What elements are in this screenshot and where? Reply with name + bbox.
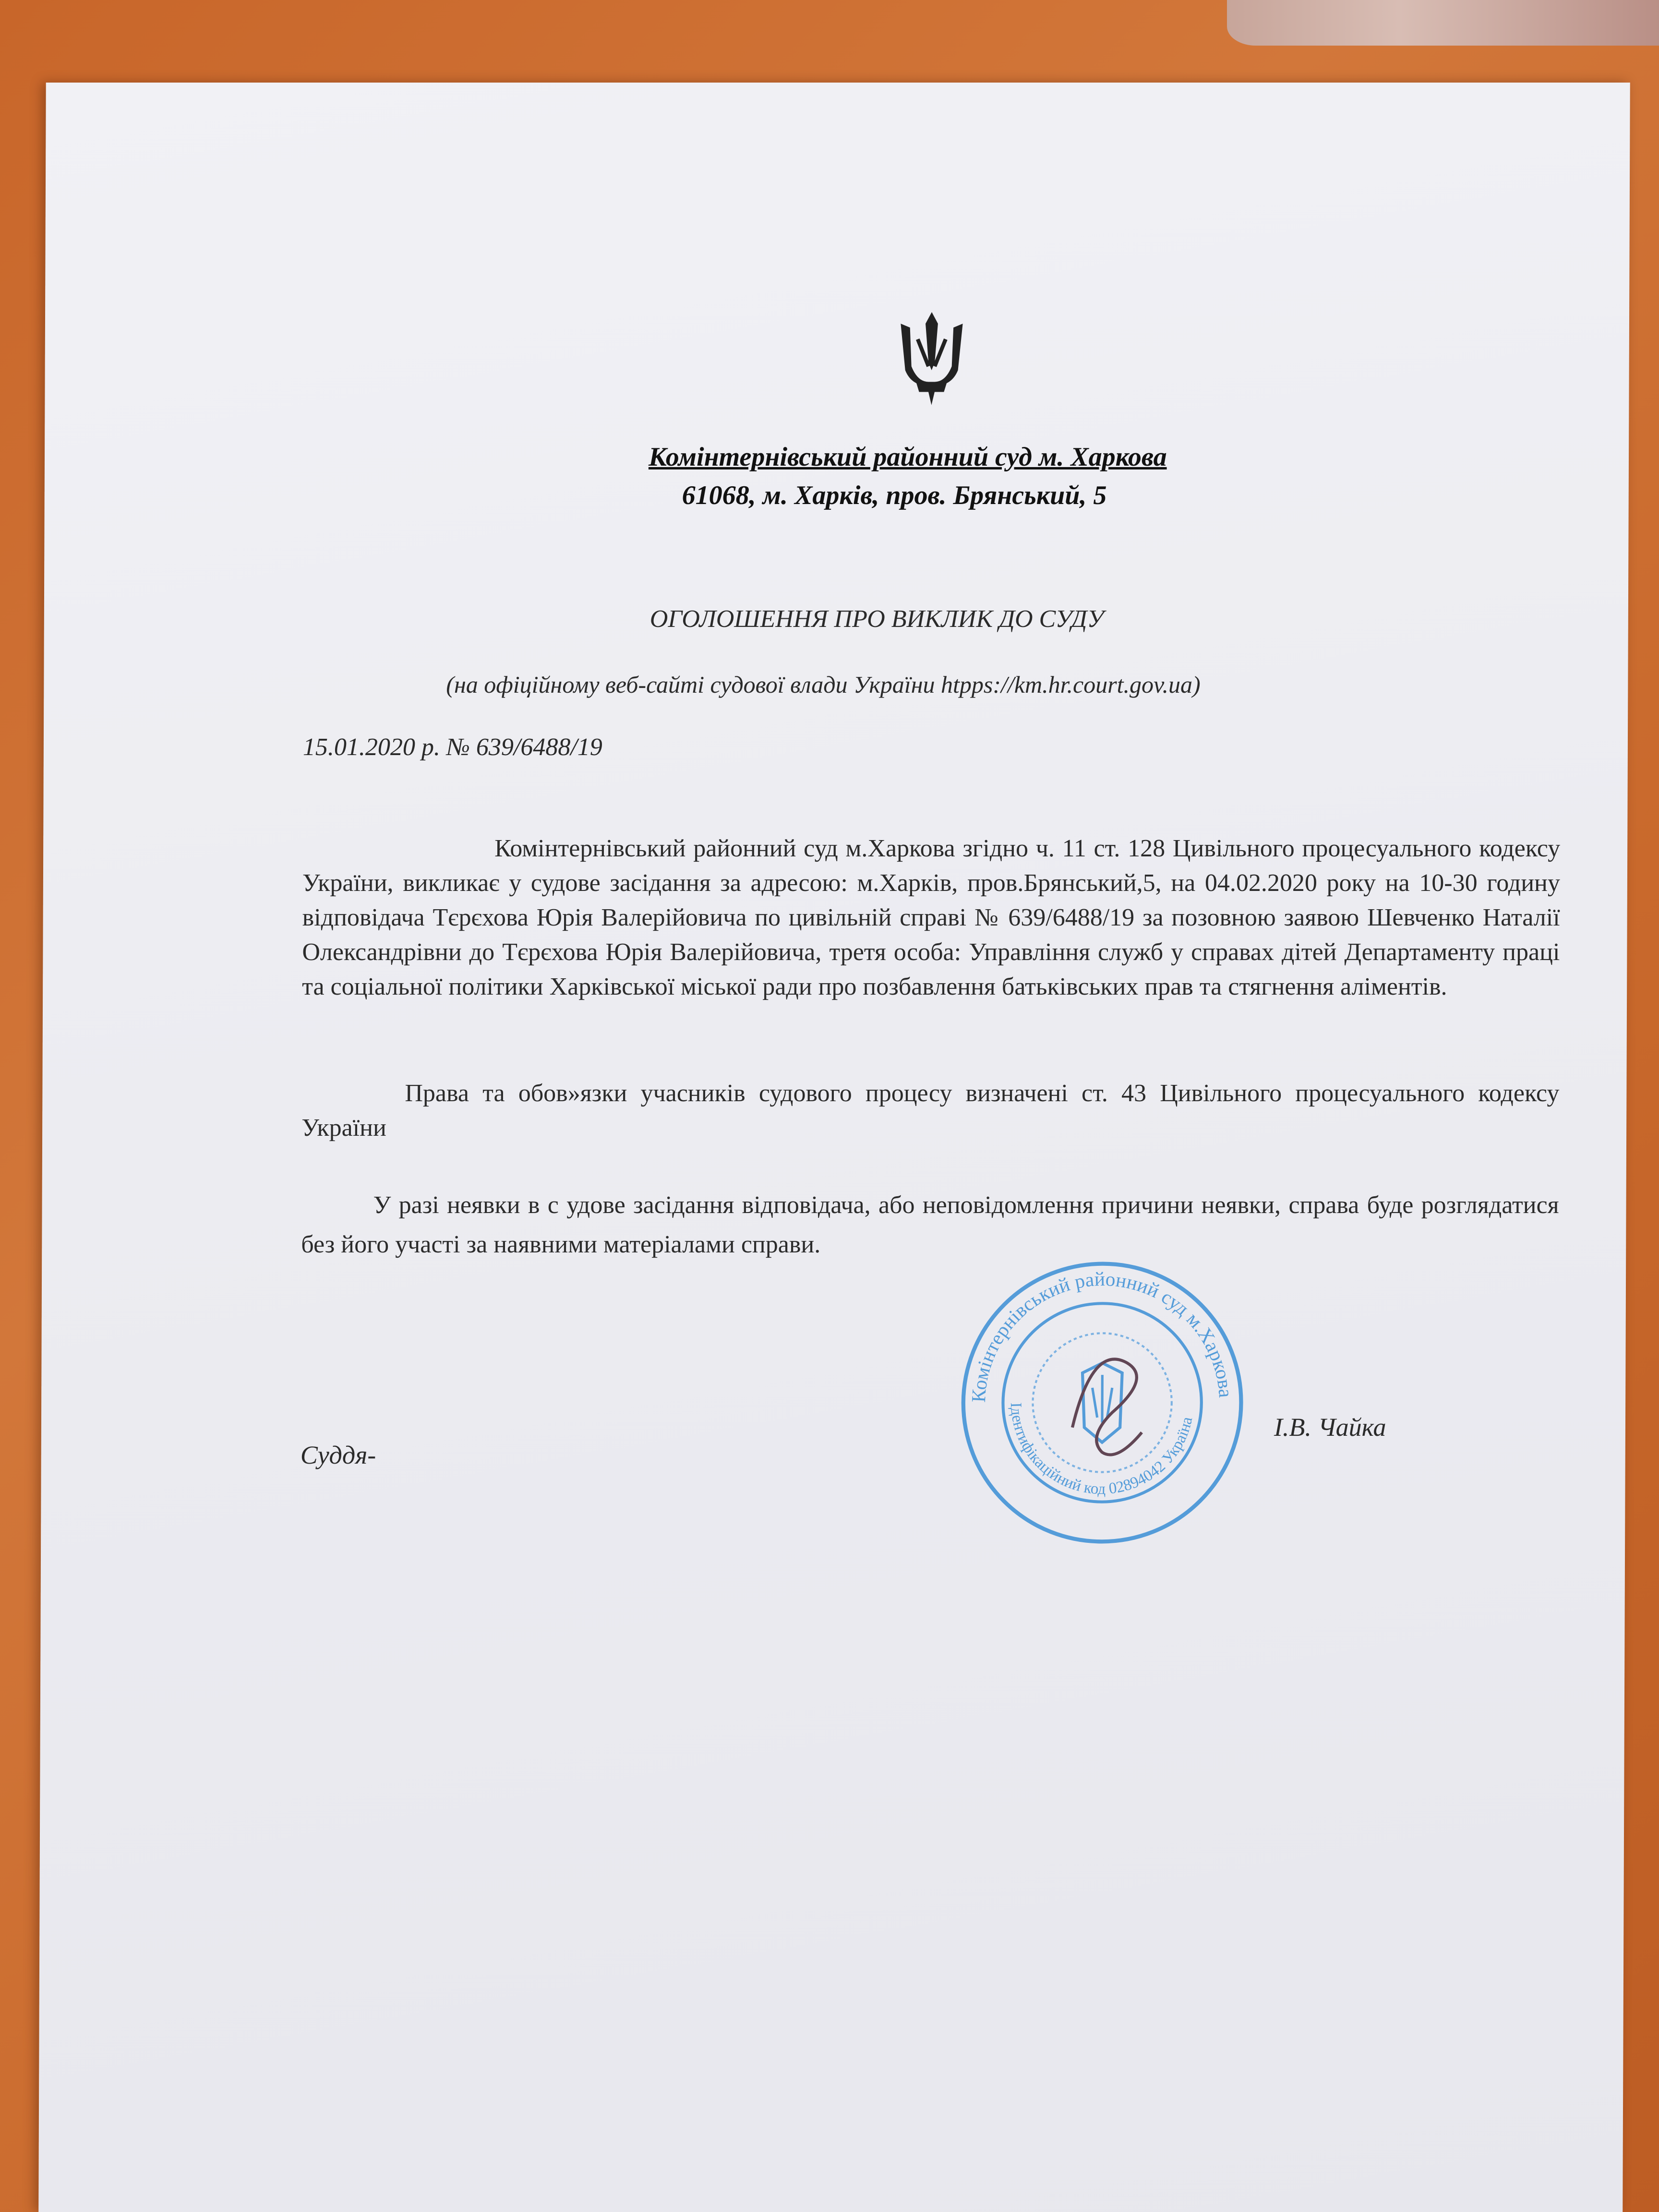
- body-paragraph-absence: У разі неявки в с удове засідання відповідача, або неповідомлення причини неявки, справа буде розглядатися без його участі за наявними матеріалами справи.: [301, 1191, 1559, 1258]
- court-name-heading: Комінтернівський районний суд м. Харкова: [648, 442, 1167, 472]
- body-paragraph-summons: Комінтернівський районний суд м.Харкова згідно ч. 11 ст. 128 Цивільного процесуального кодексу України, викликає у судове засідання за адресою: м.Харків, пров.Брянський,5, на 04.02.2020 року на 10-30 годину відповідача Тєрєхова Юрія Валерійовича по цивільній справі № 639/6488/19 за позовною заявою Шевченко Наталії Олександрівни до Тєрєхова Юрія Валерійовича, третя особа: Управління служб у справах дітей Департаменту праці та соціальної політики Харківської міської ради про позбавлення батьківських прав та стягнення аліментів.: [302, 835, 1561, 1000]
- stamp-inner-text: Ідентифікаційний код 02894042 Україна: [1007, 1402, 1196, 1498]
- document-page: [38, 83, 1630, 2212]
- body-paragraph-rights: Права та обов»язки учасників судового процесу визначені ст. 43 Цивільного процесуального кодексу України: [301, 1080, 1560, 1142]
- date-and-case-number: 15.01.2020 р. № 639/6488/19: [302, 733, 602, 761]
- background-cloth: [1227, 0, 1659, 46]
- trident-emblem-icon: [890, 308, 973, 409]
- notice-subtitle: (на офіційному веб-сайті судової влади України htpps://km.hr.court.gov.ua): [446, 671, 1201, 698]
- judge-name: І.В. Чайка: [1274, 1413, 1386, 1442]
- stamp-outer-text: Комінтернівський районний суд м.Харкова: [967, 1267, 1237, 1403]
- court-address: 61068, м. Харків, пров. Брянський, 5: [682, 481, 1107, 510]
- notice-title: ОГОЛОШЕННЯ ПРО ВИКЛИК ДО СУДУ: [649, 605, 1104, 633]
- judge-label: Суддя-: [300, 1441, 376, 1469]
- court-seal-stamp: [953, 1254, 1251, 1551]
